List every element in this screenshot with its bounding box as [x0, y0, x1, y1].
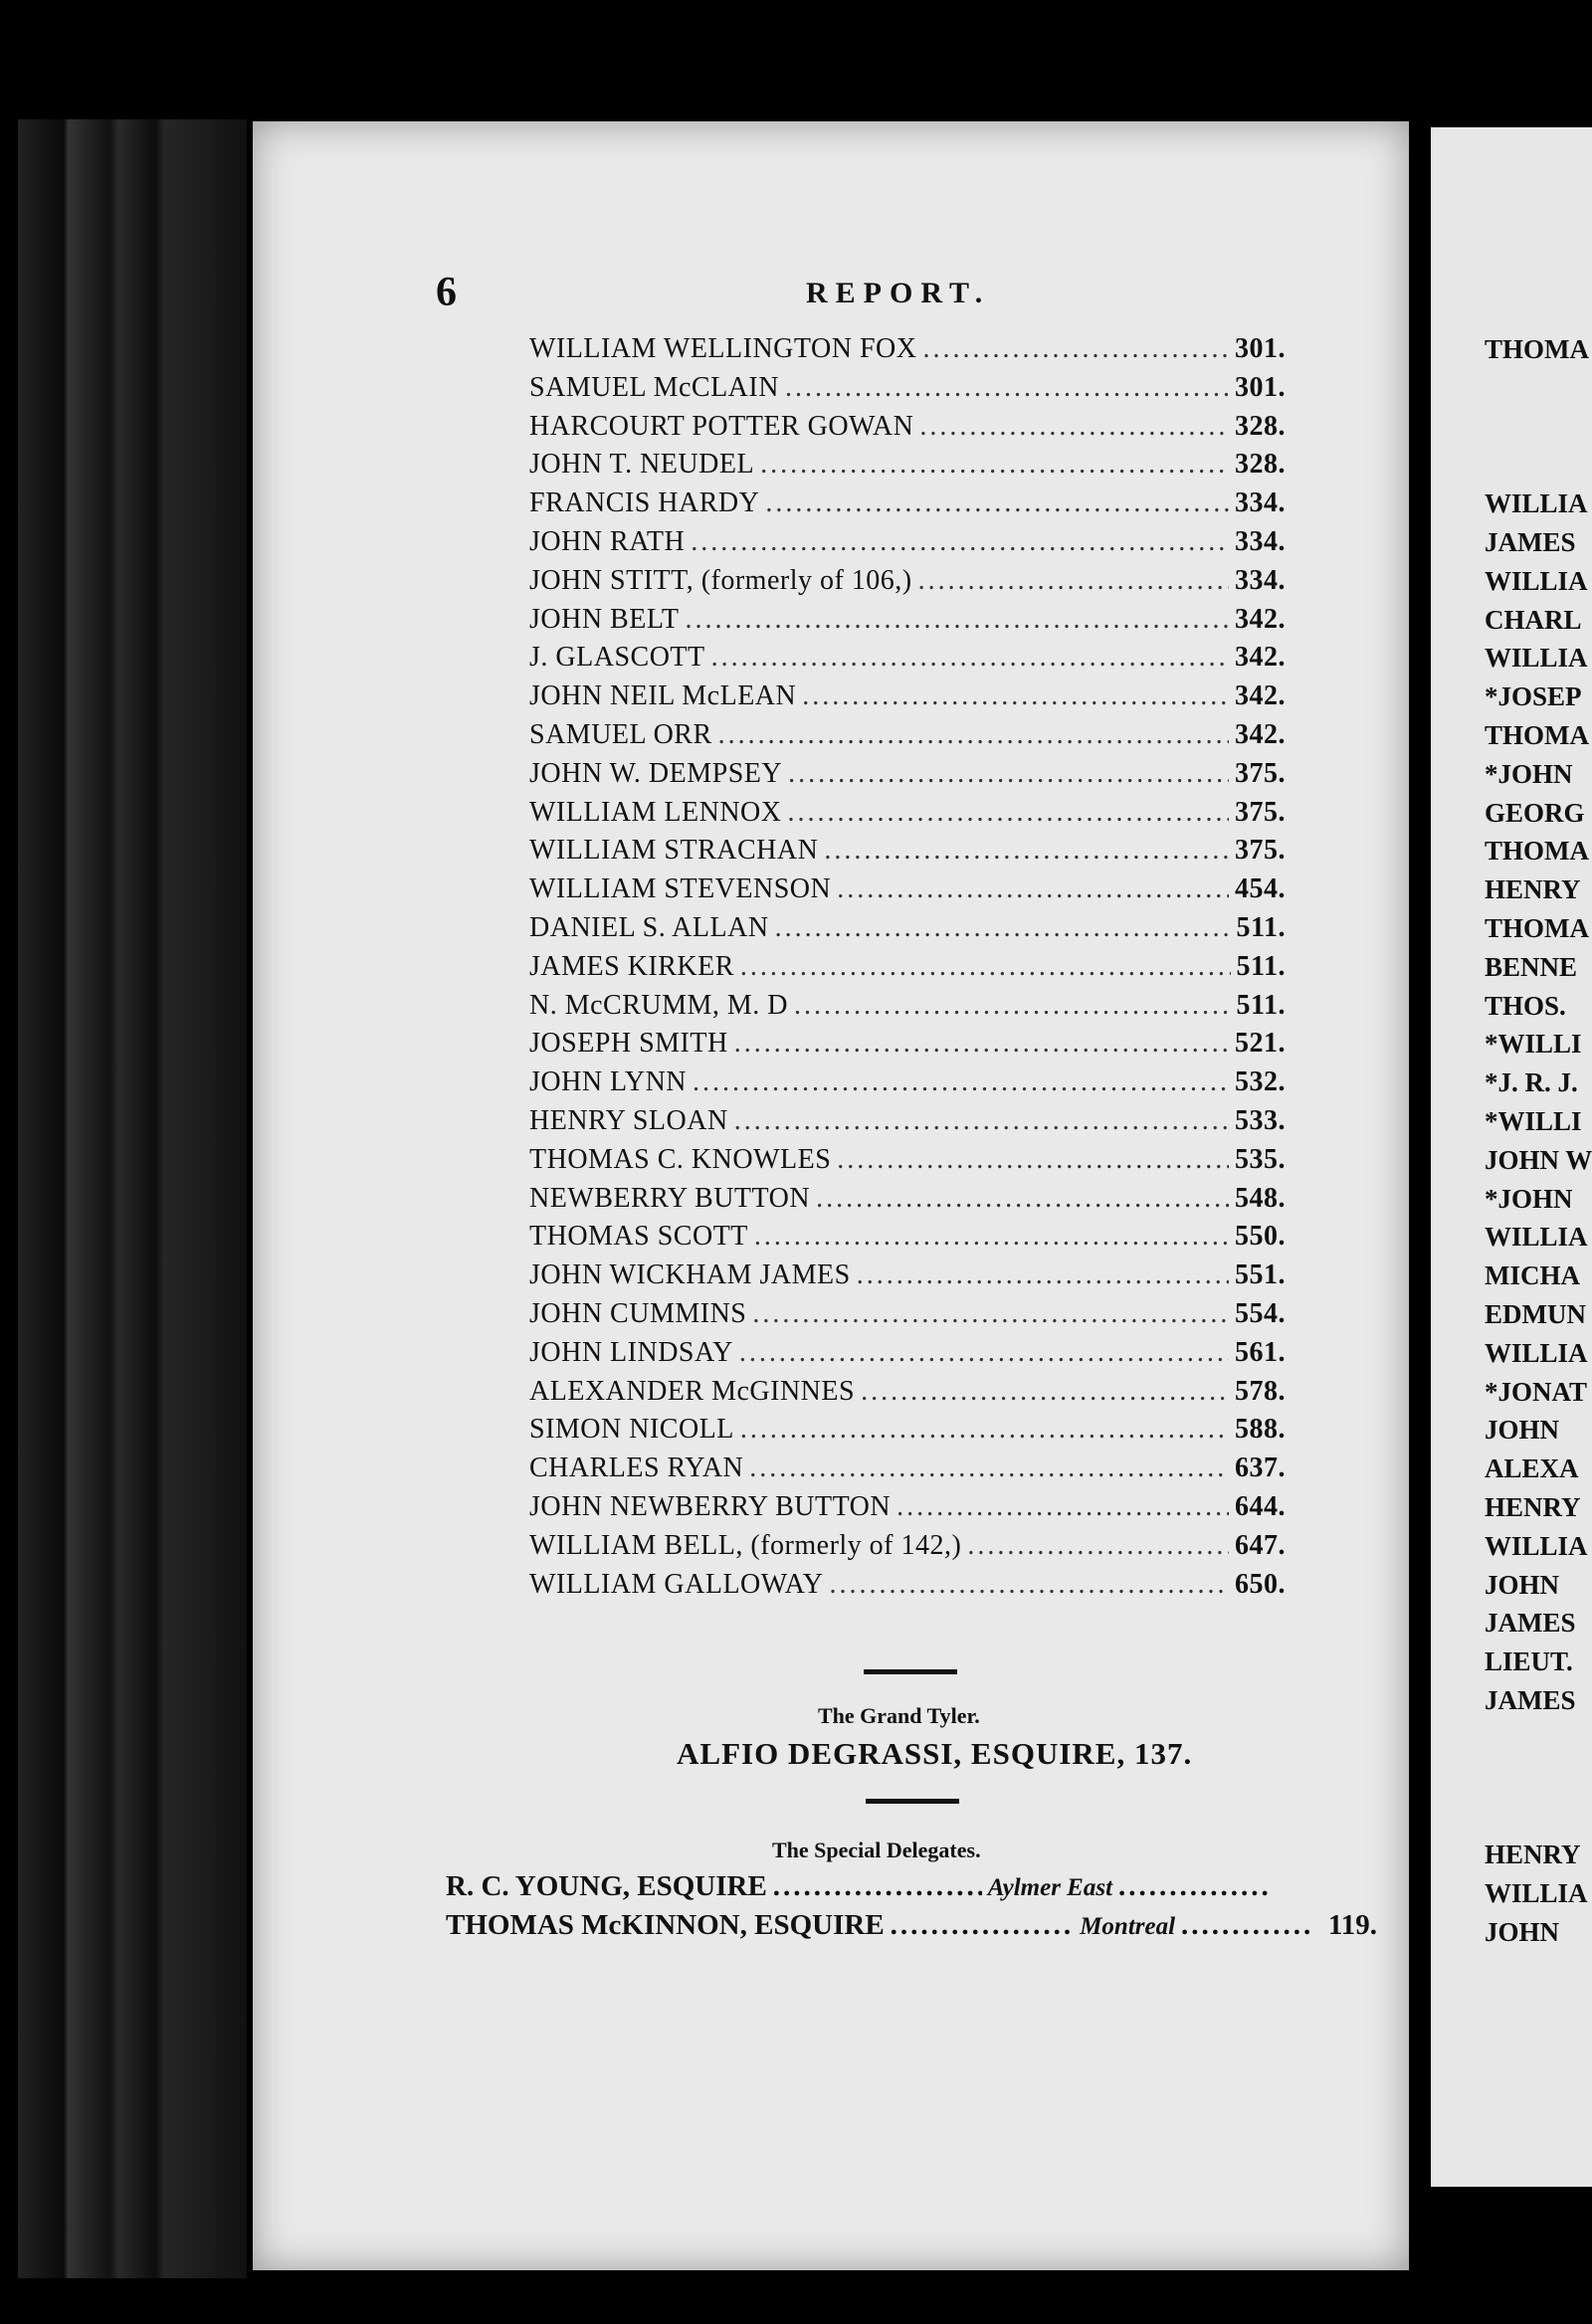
dot-leader [749, 1452, 1229, 1484]
lodge-number: 561. [1235, 1336, 1286, 1368]
facing-page-fragment: *JOSEP [1485, 681, 1582, 712]
dot-leader [967, 1530, 1229, 1562]
facing-page-fragment: THOMA [1485, 719, 1589, 750]
member-name: JOHN BELT [529, 603, 680, 635]
lodge-number: 375. [1235, 757, 1286, 789]
delegate-place: Montreal [1080, 1913, 1176, 1940]
facing-page-fragment: WILLIA [1485, 643, 1588, 674]
list-item [529, 951, 1286, 990]
member-name: FRANCIS HARDY [529, 487, 760, 519]
list-item [529, 1414, 1286, 1452]
dot-leader [829, 1569, 1229, 1601]
dot-leader [685, 604, 1229, 636]
facing-page-fragment: *JOHN [1485, 1183, 1573, 1214]
delegate-name: R. C. YOUNG, ESQUIRE [446, 1870, 767, 1902]
member-name: WILLIAM BELL, (formerly of 142,) [529, 1529, 962, 1561]
list-item [529, 1259, 1286, 1298]
dot-leader [918, 565, 1229, 597]
dot-leader [754, 1221, 1229, 1253]
list-item [529, 1452, 1286, 1491]
lodge-number: 342. [1235, 603, 1286, 635]
lodge-number: 342. [1235, 680, 1286, 712]
list-item [529, 642, 1286, 680]
delegate-name: THOMAS McKINNON, ESQUIRE [446, 1909, 885, 1941]
member-name: N. McCRUMM, M. D [529, 989, 789, 1021]
dot-leader [765, 487, 1229, 519]
lodge-number: 532. [1235, 1066, 1286, 1098]
list-item [529, 604, 1286, 643]
list-item [529, 1144, 1286, 1183]
list-item [529, 1337, 1286, 1376]
dot-leader [739, 1337, 1229, 1369]
list-item [529, 526, 1286, 565]
list-item [446, 1870, 1377, 1909]
member-name: WILLIAM GALLOWAY [529, 1568, 824, 1600]
dot-leader [802, 680, 1229, 712]
page-number: 6 [436, 270, 457, 315]
lodge-number: 511. [1236, 911, 1286, 943]
list-item [529, 487, 1286, 526]
member-name: THOMAS SCOTT [529, 1221, 748, 1253]
lodge-number: 301. [1235, 333, 1286, 364]
dot-leader [734, 1105, 1229, 1137]
list-item [529, 1105, 1286, 1144]
lodge-number: 511. [1236, 950, 1286, 982]
lodge-number: 119. [1327, 1909, 1377, 1941]
facing-page-fragment: GEORG [1485, 797, 1585, 828]
facing-page-fragment: THOS. [1485, 990, 1566, 1021]
list-item [529, 1298, 1286, 1337]
list-item [529, 449, 1286, 487]
facing-page-fragment: HENRY [1485, 874, 1581, 905]
facing-page-fragment: THOMA [1485, 836, 1589, 867]
lodge-number: 533. [1235, 1104, 1286, 1136]
section-divider [866, 1799, 959, 1804]
list-item [529, 372, 1286, 411]
dot-leader [711, 642, 1229, 674]
dot-leader [718, 719, 1229, 751]
lodge-number: 454. [1235, 873, 1286, 905]
member-name: JOHN CUMMINS [529, 1297, 747, 1329]
dot-leader [824, 835, 1229, 867]
facing-page-fragment: THOMA [1485, 912, 1589, 943]
dot-leader [785, 372, 1229, 404]
facing-page-fragment: *JONAT [1485, 1376, 1588, 1407]
lodge-number: 342. [1235, 718, 1286, 750]
dot-leader [919, 411, 1229, 443]
lodge-number: 334. [1235, 487, 1286, 519]
list-item [529, 680, 1286, 719]
dot-leader [816, 1183, 1229, 1215]
dot-leader [788, 758, 1229, 790]
facing-page-fragment: EDMUN [1485, 1298, 1586, 1329]
list-item [529, 1183, 1286, 1222]
list-item [529, 758, 1286, 797]
list-item [529, 1221, 1286, 1259]
dot-leader [734, 1028, 1229, 1060]
lodge-number: 334. [1235, 564, 1286, 596]
dot-leader [891, 1909, 1075, 1942]
lodge-number: 644. [1235, 1490, 1286, 1522]
member-name: SAMUEL McCLAIN [529, 371, 779, 403]
dot-leader [740, 951, 1231, 983]
lodge-number: 578. [1235, 1375, 1286, 1407]
facing-page-fragment [1485, 450, 1592, 488]
facing-page-fragment: JOHN [1485, 1916, 1560, 1947]
member-name: JAMES KIRKER [529, 950, 734, 982]
member-name: JOSEPH SMITH [529, 1028, 728, 1060]
member-name: JOHN NEWBERRY BUTTON [529, 1490, 892, 1522]
dot-leader [760, 449, 1229, 481]
facing-page-fragment: WILLIA [1485, 1877, 1588, 1908]
member-name: NEWBERRY BUTTON [529, 1182, 811, 1214]
member-name: J. GLASCOTT [529, 642, 705, 674]
member-name: JOHN WICKHAM JAMES [529, 1259, 851, 1291]
facing-page-fragment: WILLIA [1485, 1337, 1588, 1368]
member-name: JOHN W. DEMPSEY [529, 757, 783, 789]
lodge-number: 301. [1235, 371, 1286, 403]
lodge-number: 647. [1235, 1529, 1286, 1561]
dot-leader [788, 797, 1230, 829]
list-item [529, 990, 1286, 1029]
dot-leader [740, 1414, 1229, 1446]
dot-leader [773, 1870, 982, 1903]
lodge-number: 521. [1235, 1028, 1286, 1060]
member-name: SIMON NICOLL [529, 1414, 734, 1446]
lodge-number: 342. [1235, 642, 1286, 674]
facing-page-names [1485, 334, 1592, 1955]
facing-page-fragment: *WILLI [1485, 1029, 1582, 1060]
facing-page-fragment: JAMES [1485, 1684, 1576, 1715]
section-divider [864, 1669, 957, 1674]
list-item [529, 1376, 1286, 1415]
list-item [529, 1530, 1286, 1569]
lodge-number: 535. [1235, 1143, 1286, 1175]
member-name: CHARLES RYAN [529, 1452, 744, 1484]
member-name: THOMAS C. KNOWLES [529, 1143, 832, 1175]
member-name: JOHN LINDSAY [529, 1336, 733, 1368]
lodge-number: 328. [1235, 449, 1286, 481]
facing-page-fragment: *JOHN [1485, 758, 1573, 789]
member-name: JOHN STITT, (formerly of 106,) [529, 564, 912, 596]
list-item [529, 333, 1286, 372]
facing-page-fragment: JAMES [1485, 526, 1576, 557]
facing-page-fragment: WILLIA [1485, 488, 1588, 519]
dot-leader [857, 1259, 1229, 1291]
facing-page-fragment [1485, 1762, 1592, 1801]
special-delegates-list [446, 1870, 1377, 1948]
member-name: HENRY SLOAN [529, 1104, 728, 1136]
list-item [529, 835, 1286, 873]
member-name: WILLIAM WELLINGTON FOX [529, 333, 917, 364]
facing-page-fragment [1485, 412, 1592, 451]
grand-tyler-name: ALFIO DEGRASSI, ESQUIRE, 137. [677, 1736, 1193, 1771]
dot-leader [1118, 1870, 1268, 1903]
dot-leader [794, 990, 1231, 1022]
lodge-number: 328. [1235, 410, 1286, 442]
facing-page-fragment: JOHN [1485, 1569, 1560, 1600]
member-name: HARCOURT POTTER GOWAN [529, 410, 914, 442]
facing-page-fragment [1485, 373, 1592, 412]
facing-page-fragment: BENNE [1485, 951, 1578, 982]
dot-leader [775, 912, 1231, 944]
lodge-number: 548. [1235, 1182, 1286, 1214]
facing-page-fragment: ALEXA [1485, 1453, 1579, 1484]
facing-page-fragment: MICHA [1485, 1260, 1580, 1291]
list-item [529, 719, 1286, 758]
lodge-number: 588. [1235, 1414, 1286, 1446]
lodge-number: 375. [1235, 796, 1286, 828]
facing-page-fragment: HENRY [1485, 1840, 1581, 1870]
list-item [529, 912, 1286, 951]
member-name: ALEXANDER McGINNES [529, 1375, 856, 1407]
facing-page-fragment: CHARL [1485, 604, 1582, 635]
lodge-number: 511. [1236, 989, 1286, 1021]
grand-tyler-label: The Grand Tyler. [818, 1703, 980, 1728]
dot-leader [837, 1144, 1229, 1176]
lodge-number: 375. [1235, 835, 1286, 867]
dot-leader [693, 1066, 1229, 1098]
lodge-number: 637. [1235, 1452, 1286, 1484]
list-item [529, 411, 1286, 450]
special-delegates-label: The Special Delegates. [772, 1838, 981, 1862]
list-item [529, 1066, 1286, 1105]
lodge-number: 554. [1235, 1297, 1286, 1329]
member-name: JOHN NEIL McLEAN [529, 680, 797, 712]
page-header-title: REPORT. [806, 277, 991, 309]
member-name: JOHN T. NEUDEL [529, 449, 755, 481]
dot-leader [896, 1491, 1229, 1523]
facing-page-fragment: WILLIA [1485, 565, 1588, 596]
dot-leader [861, 1376, 1229, 1408]
lodge-number: 334. [1235, 525, 1286, 557]
dot-leader [752, 1298, 1229, 1330]
lodge-number: 551. [1235, 1259, 1286, 1291]
member-list [529, 333, 1286, 1607]
book-spine-edge [18, 119, 247, 2278]
facing-page-fragment: *J. R. J. [1485, 1067, 1578, 1098]
member-name: JOHN LYNN [529, 1066, 688, 1098]
facing-page-fragment: WILLIA [1485, 1530, 1588, 1561]
facing-page-fragment: LIEUT. [1485, 1646, 1573, 1677]
dot-leader [1181, 1909, 1312, 1942]
list-item [529, 1028, 1286, 1066]
facing-page-fragment: JOHN [1485, 1415, 1560, 1446]
list-item [529, 1491, 1286, 1530]
facing-page-fragment: JAMES [1485, 1608, 1576, 1639]
dot-leader [922, 333, 1229, 365]
dot-leader [691, 526, 1229, 558]
list-item [529, 565, 1286, 604]
delegate-place: Aylmer East [987, 1874, 1113, 1901]
member-name: DANIEL S. ALLAN [529, 911, 769, 943]
facing-page-fragment: WILLIA [1485, 1222, 1588, 1253]
list-item [529, 797, 1286, 836]
facing-page-fragment: *WILLI [1485, 1105, 1582, 1136]
member-name: WILLIAM LENNOX [529, 796, 782, 828]
facing-page-fragment: HENRY [1485, 1491, 1581, 1522]
facing-page-fragment [1485, 1801, 1592, 1840]
list-item [446, 1909, 1377, 1948]
member-name: SAMUEL ORR [529, 718, 712, 750]
lodge-number: 650. [1235, 1568, 1286, 1600]
dot-leader [837, 873, 1229, 905]
member-name: WILLIAM STRACHAN [529, 835, 819, 867]
member-name: WILLIAM STEVENSON [529, 873, 832, 905]
facing-page-fragment [1485, 1724, 1592, 1763]
list-item [529, 873, 1286, 912]
member-name: JOHN RATH [529, 525, 686, 557]
facing-page-fragment: THOMA [1485, 334, 1589, 364]
list-item [529, 1569, 1286, 1608]
lodge-number: 550. [1235, 1221, 1286, 1253]
facing-page-fragment: JOHN W [1485, 1144, 1592, 1175]
